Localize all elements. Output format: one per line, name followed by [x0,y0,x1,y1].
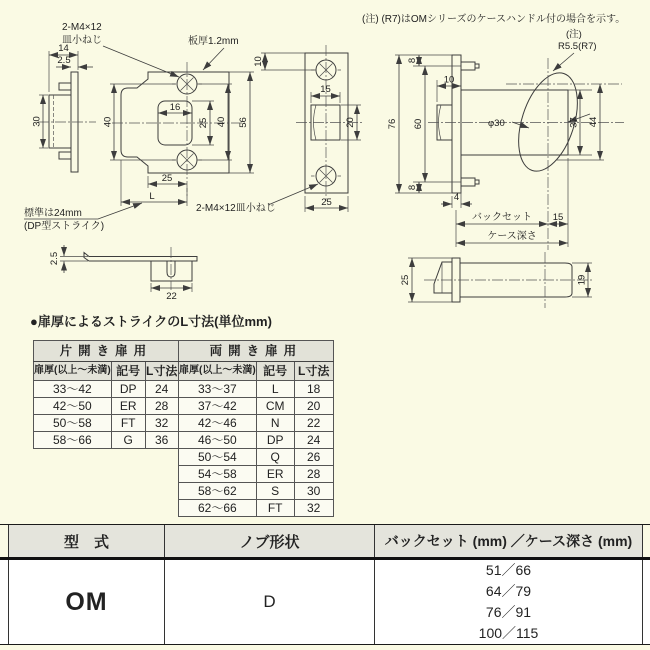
screw-note-line1: 2-M4×12 [62,22,102,33]
cell: 42～46 [179,415,257,432]
knob-note-line1: (注) [566,29,582,40]
cell: N [256,415,294,432]
backset-depth-value: 51／66 [485,562,532,578]
cell: 32 [145,415,178,432]
std-note-line1: 標準は24mm [24,208,82,219]
dim-37: 37 [568,117,580,128]
dim-15: 15 [320,84,331,95]
dim-44: 44 [588,116,599,128]
cell: 42～50 [34,398,112,415]
dim-19: 19 [576,274,588,286]
cell: ER [111,398,145,415]
strike-side-view [32,43,97,172]
top-note: (注) (R7)はOMシリーズのケースハンドル付の場合を示す。 [362,14,626,25]
case-front-view [387,28,624,250]
table-row [179,449,334,466]
cell: 46～50 [179,432,257,449]
dim-15-offset: 15 [552,212,564,223]
cell: 28 [294,466,333,483]
dim-10-protrusion: 10 [443,74,455,86]
screw-note-line2: 皿小ねじ [62,35,102,46]
table-row [179,398,334,415]
backset-depth-values [479,560,539,644]
std-note-line2: (DP型ストライク) [24,221,105,232]
dim-25-hole: 25 [198,117,209,129]
cell: 28 [145,398,178,415]
cell: 62～66 [179,500,257,517]
dim-25-side: 25 [400,274,411,286]
col-symbol: 記号 [111,362,145,381]
spec-header-knob: ノブ形状 [165,525,375,557]
cell: 58～66 [34,432,112,449]
cell: 18 [294,381,333,398]
dim-2-5: 2.5 [57,55,71,66]
cell: 50～58 [34,415,112,432]
dim-L: L [149,191,155,202]
col-door-thickness: 扉厚(以上～未満) [34,362,112,381]
cell: 58～62 [179,483,257,500]
dim-8-top: 8 [407,57,418,64]
knob-note-line2: R5.5(R7) [558,41,597,52]
faceplate-front-view [196,45,362,214]
knob-shape-value: D [263,592,276,611]
spec-header-model: 型 式 [8,525,165,557]
cell: 24 [145,381,178,398]
cell: 36 [145,432,178,449]
cell: FT [256,500,294,517]
dim-30: 30 [31,116,43,127]
table-row [179,381,334,398]
dim-40-left: 40 [102,116,114,128]
backset-depth-value: 64／79 [485,583,532,599]
backset-label: バックセット [472,212,532,223]
table-row [179,415,334,432]
col-L: L寸法 [294,362,333,381]
dim-phi30: φ30 [488,118,505,129]
cell: 54～58 [179,466,257,483]
table-row [34,398,179,415]
strike-table-title: ●扉厚によるストライクのL寸法(単位mm) [30,314,272,329]
dim-14: 14 [58,43,69,54]
cell: 50～54 [179,449,257,466]
dim-4: 4 [453,192,460,203]
cell: 33～37 [179,381,257,398]
model-spec-table [0,524,650,645]
case-side-view [400,252,592,308]
dim-60: 60 [413,118,424,130]
col-symbol: 記号 [256,362,294,381]
box-strike-section [49,245,197,302]
plate-thickness-note: 板厚1.2mm [188,36,239,47]
spec-data-row [0,560,650,644]
cell: 32 [294,500,333,517]
cell: 33～42 [34,381,112,398]
cell: Q [256,449,294,466]
cell: ER [256,466,294,483]
cell: 26 [294,449,333,466]
table-row [34,415,179,432]
technical-drawings [0,0,650,310]
cell: DP [256,432,294,449]
cell: 30 [294,483,333,500]
spec-header-row [0,525,650,560]
col-L: L寸法 [145,362,178,381]
cell: 24 [294,432,333,449]
spec-header-backset: バックセット (mm) ／ケース深さ (mm) [375,525,643,557]
dim-10-top: 10 [253,56,264,67]
dim-16: 16 [169,102,181,113]
cell: G [111,432,145,449]
double-door-caption: 両開き扉用 [179,341,334,362]
cell: S [256,483,294,500]
table-row [179,483,334,500]
cell: 37～42 [179,398,257,415]
dim-2-5-section: 2.5 [49,251,60,266]
cell: CM [256,398,294,415]
double-door-strike-table [178,340,334,517]
dim-40-right: 40 [216,116,227,128]
cell: 22 [294,415,333,432]
dim-8-bottom: 8 [407,184,418,191]
case-depth-label: ケース深さ [487,231,537,242]
single-door-caption: 片開き扉用 [34,341,179,362]
model-value: OM [65,587,108,616]
cell: L [256,381,294,398]
table-row [34,432,179,449]
faceplate-screw-note: 2-M4×12皿小ねじ [196,203,276,214]
table-row [179,500,334,517]
dim-25-plate: 25 [321,197,332,208]
dim-56: 56 [238,117,249,128]
table-row [179,432,334,449]
col-door-thickness: 扉厚(以上～未満) [179,362,257,381]
dim-20: 20 [345,117,356,128]
backset-depth-value: 100／115 [478,625,539,641]
dim-76: 76 [387,118,398,130]
dim-22: 22 [166,291,177,302]
table-row [179,466,334,483]
backset-depth-value: 76／91 [485,604,532,620]
dim-25-bottom: 25 [161,173,173,184]
cell: FT [111,415,145,432]
single-door-strike-table [33,340,179,449]
cell: 20 [294,398,333,415]
table-row [34,381,179,398]
cell: DP [111,381,145,398]
